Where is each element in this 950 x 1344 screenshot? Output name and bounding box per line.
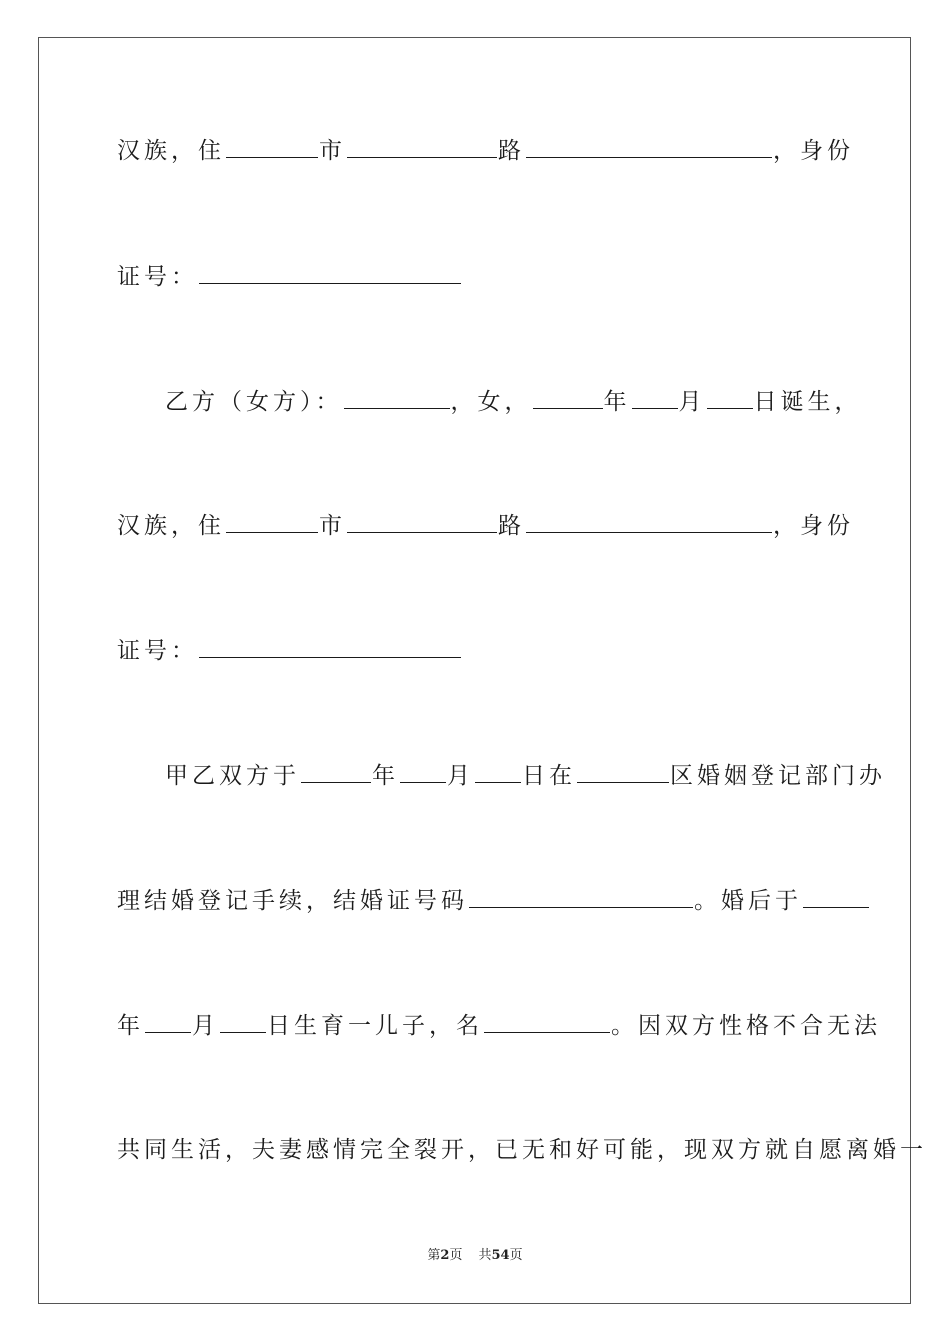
text-segment: 证号：: [117, 638, 198, 664]
text-segment: 年: [372, 763, 399, 789]
text-line-3: [165, 384, 862, 418]
fill-blank-address[interactable]: [526, 133, 772, 158]
page-total-suffix: 页: [509, 1248, 523, 1263]
page-total-prefix: 共: [478, 1248, 492, 1263]
page-number-suffix: 页: [449, 1248, 463, 1263]
text-segment: 路: [498, 138, 525, 164]
fill-blank-certificate-number[interactable]: [469, 883, 693, 908]
page-number-current: 2: [440, 1248, 450, 1263]
text-segment: 共同生活，夫妻感情完全裂开，已无和好可能，现双方就自愿离婚一: [117, 1137, 927, 1163]
fill-blank-district[interactable]: [577, 758, 669, 783]
fill-blank-year[interactable]: [533, 384, 603, 409]
text-line-6: [165, 758, 886, 792]
text-segment: 市: [319, 513, 346, 539]
page-number-prefix: 第: [427, 1248, 441, 1263]
text-segment: 证号：: [117, 264, 198, 290]
text-segment: 乙方（女方）：: [165, 389, 343, 415]
text-segment: 区婚姻登记部门办: [670, 763, 886, 789]
text-segment: 市: [319, 138, 346, 164]
text-segment: ，女，: [450, 389, 532, 415]
text-segment: ，身份: [773, 138, 854, 164]
text-line-2: [117, 259, 833, 293]
text-line-8: [117, 1008, 881, 1042]
text-line-1: [117, 133, 854, 167]
text-segment: 。婚后于: [694, 888, 802, 914]
text-segment: 汉族，住: [117, 138, 225, 164]
text-segment: 甲乙双方于: [165, 763, 300, 789]
fill-blank-address[interactable]: [526, 508, 772, 533]
page-footer: [0, 1247, 950, 1265]
text-segment: 理结婚登记手续，结婚证号码: [117, 888, 468, 914]
fill-blank-name[interactable]: [344, 384, 450, 409]
fill-blank-month[interactable]: [145, 1008, 191, 1033]
fill-blank-road[interactable]: [347, 133, 497, 158]
fill-blank-road[interactable]: [347, 508, 497, 533]
text-segment: 。因双方性格不合无法: [611, 1013, 881, 1039]
text-line-7: [117, 883, 833, 917]
text-line-4: [117, 508, 854, 542]
fill-blank-day[interactable]: [220, 1008, 266, 1033]
fill-blank-year[interactable]: [803, 883, 869, 908]
text-line-9: [117, 1133, 927, 1167]
text-segment: 汉族，住: [117, 513, 225, 539]
text-segment: ，身份: [773, 513, 854, 539]
text-segment: 日诞生，: [753, 389, 862, 415]
page-total: 54: [491, 1248, 510, 1263]
text-segment: 年: [603, 389, 631, 415]
fill-blank-id-number[interactable]: [199, 259, 461, 284]
fill-blank-child-name[interactable]: [484, 1008, 610, 1033]
fill-blank-city[interactable]: [226, 508, 318, 533]
text-line-5: [117, 633, 833, 667]
text-segment: 月: [192, 1013, 219, 1039]
page-border: [38, 37, 911, 1304]
fill-blank-month[interactable]: [400, 758, 446, 783]
fill-blank-city[interactable]: [226, 133, 318, 158]
fill-blank-day[interactable]: [475, 758, 521, 783]
text-segment: 月: [678, 389, 706, 415]
fill-blank-day[interactable]: [707, 384, 753, 409]
text-segment: 日生育一儿子，名: [267, 1013, 483, 1039]
fill-blank-id-number[interactable]: [199, 633, 461, 658]
fill-blank-year[interactable]: [301, 758, 371, 783]
text-segment: 年: [117, 1013, 144, 1039]
text-segment: 月: [447, 763, 474, 789]
text-segment: 路: [498, 513, 525, 539]
text-segment: 日在: [522, 763, 576, 789]
fill-blank-month[interactable]: [632, 384, 678, 409]
